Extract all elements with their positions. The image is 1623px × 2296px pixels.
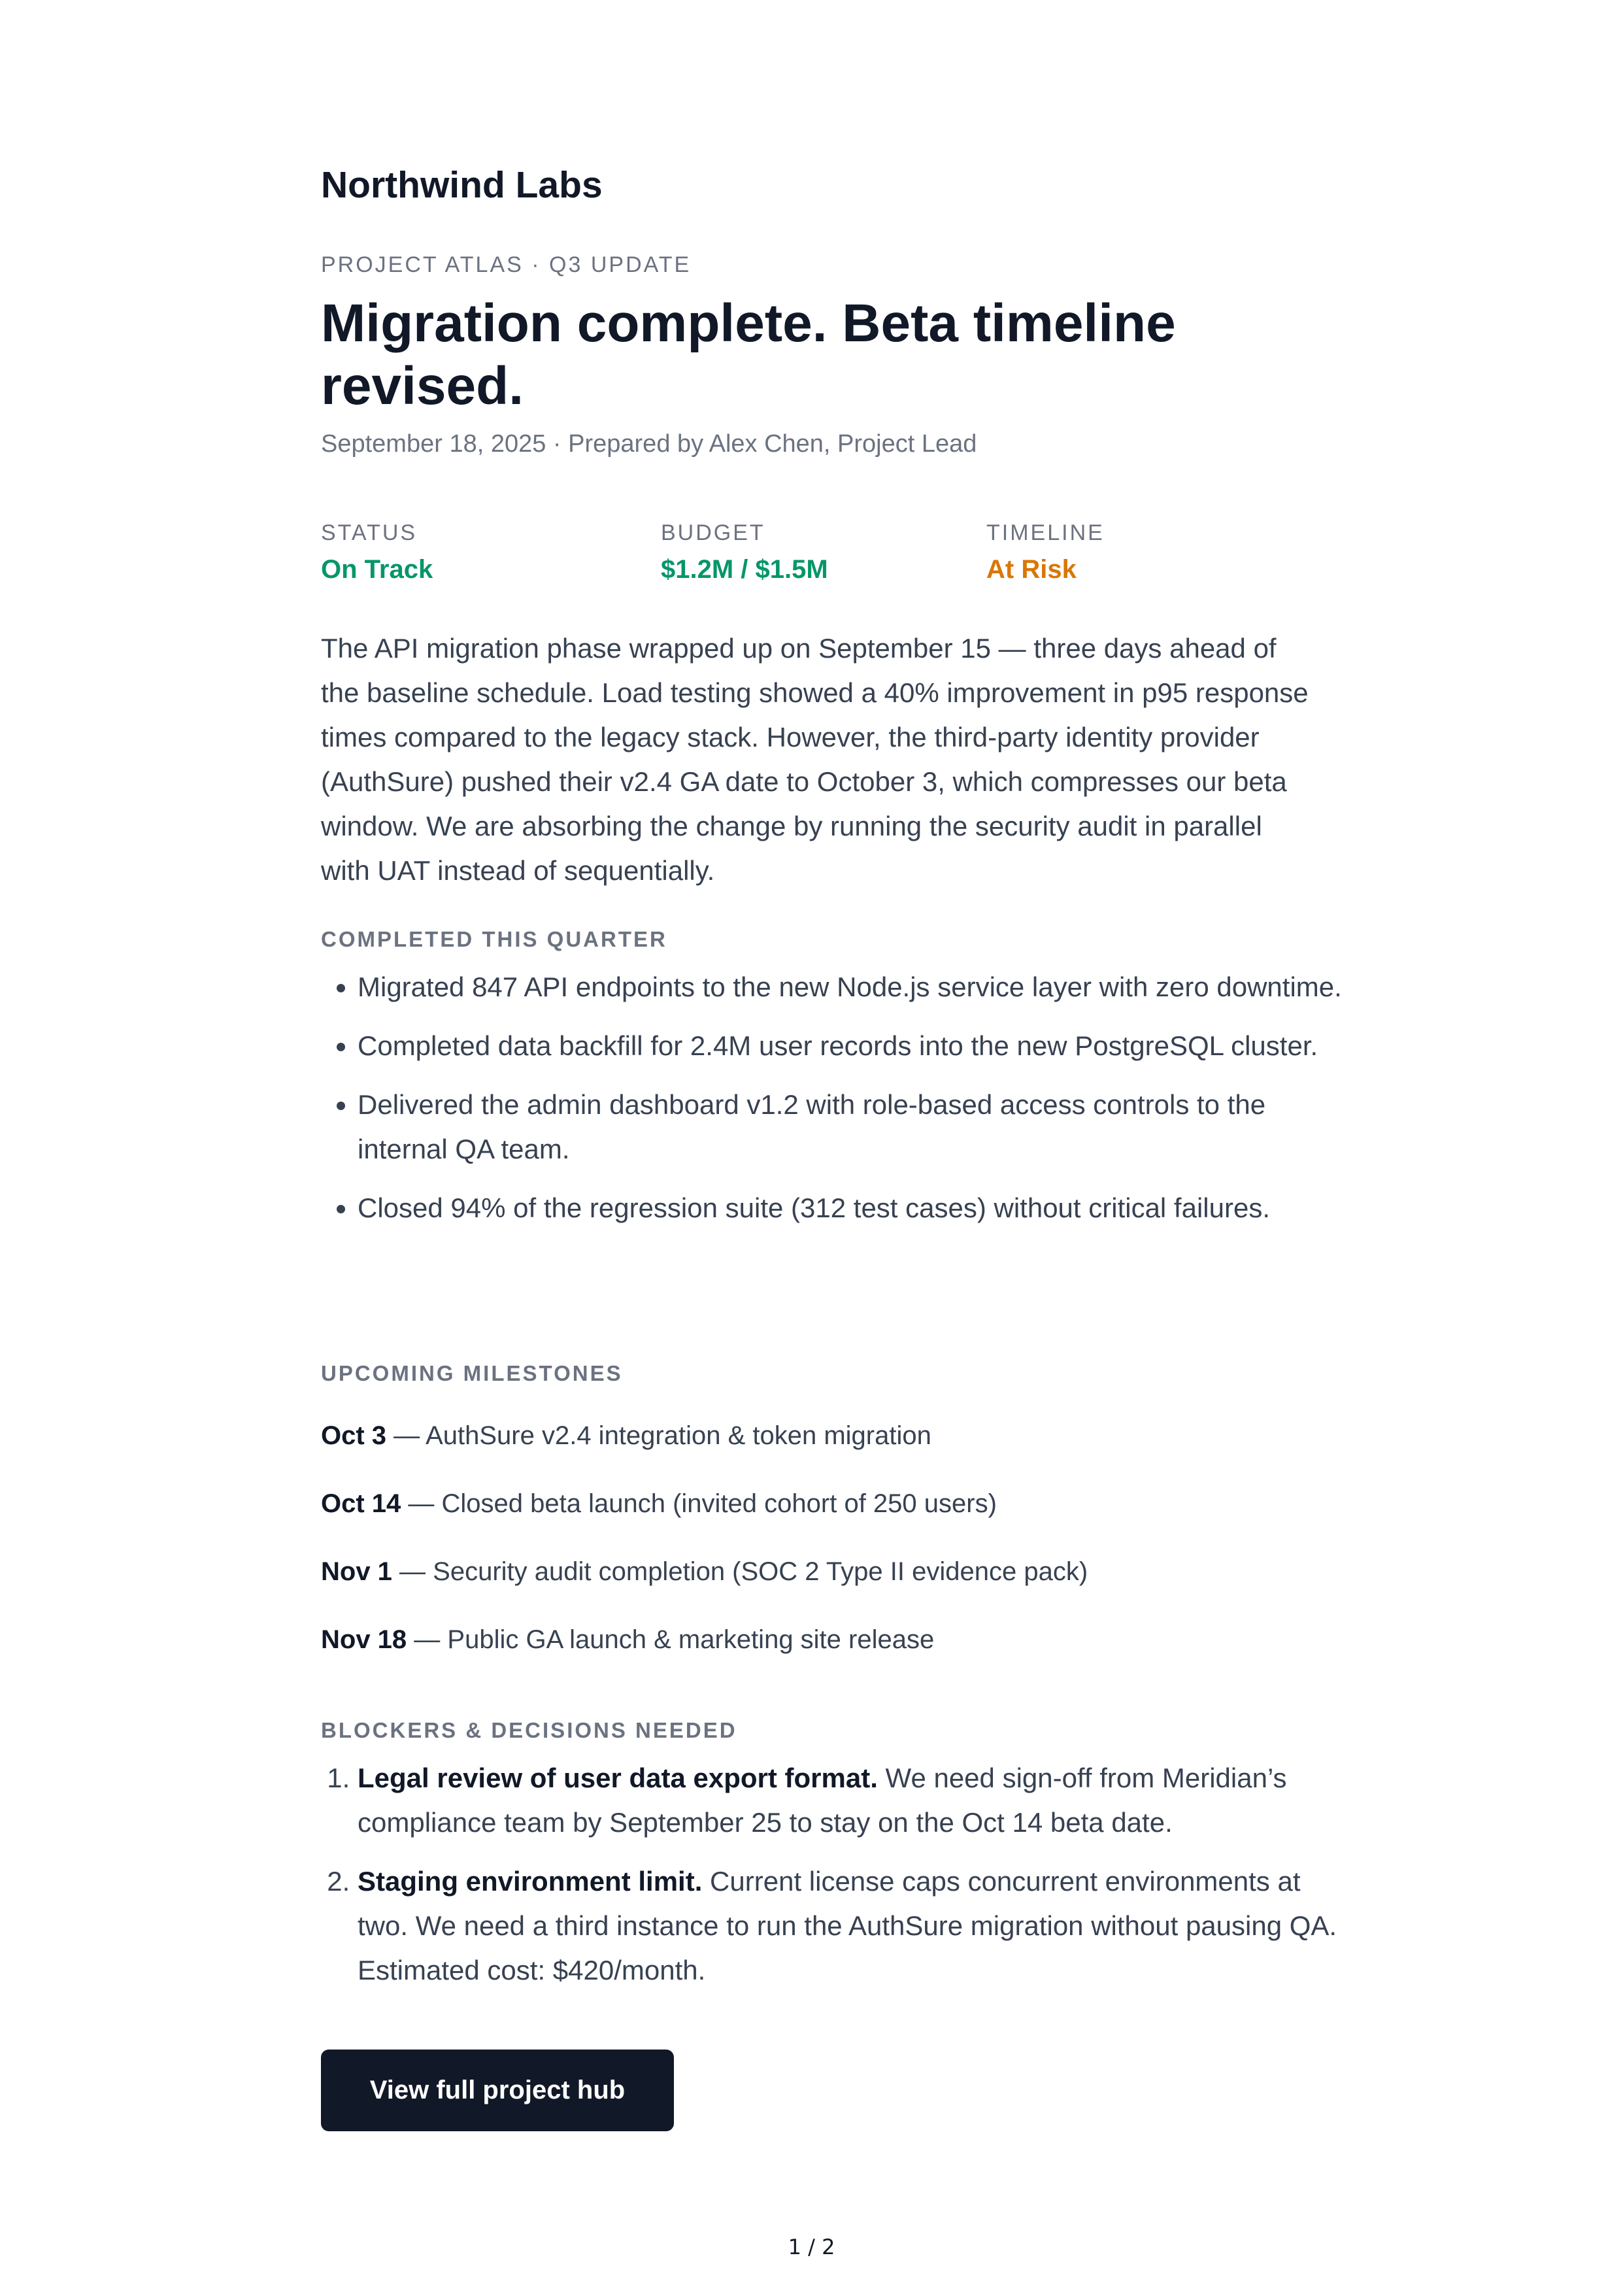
milestone-text: — Public GA launch & marketing site release: [407, 1625, 935, 1654]
page-number: 1 / 2: [788, 2235, 835, 2259]
report-meta: September 18, 2025 · Prepared by Alex Chen, Project Lead: [321, 430, 977, 458]
list-item: • Completed data backfill for 2.4M user records into the new PostgreSQL cluster.: [358, 1024, 1351, 1068]
eyebrow-label: PROJECT ATLAS · Q3 UPDATE: [321, 252, 692, 277]
blockers-heading: BLOCKERS & DECISIONS NEEDED: [321, 1718, 737, 1742]
blocker-title: Legal review of user data export format.: [358, 1763, 878, 1793]
stat-timeline: [986, 520, 1105, 585]
milestone-item: [321, 1624, 934, 1655]
stat-budget: [661, 520, 828, 585]
view-project-hub-button[interactable]: View full project hub: [321, 2050, 674, 2131]
milestones-heading: UPCOMING MILESTONES: [321, 1361, 623, 1385]
stat-budget-value: $1.2M / $1.5M: [661, 555, 828, 584]
milestone-date: Nov 1: [321, 1557, 392, 1586]
stat-status-value: On Track: [321, 555, 433, 584]
brand-name: Northwind Labs: [321, 164, 603, 206]
blocker-text: We need sign-off from Meridian’s compliance team by September 25 to stay on the Oct 14 beta date.: [358, 1763, 1287, 1838]
milestone-date: Oct 3: [321, 1421, 387, 1450]
milestone-text: — Closed beta launch (invited cohort of 250 users): [401, 1489, 997, 1518]
stat-timeline-value: At Risk: [986, 555, 1077, 584]
stat-status: [321, 520, 433, 585]
intro-paragraph: The API migration phase wrapped up on September 15 — three days ahead of the baseline schedule. Load testing showed a 40% improvement in p95 response times compared to the legacy stack. However, the third-party identity provider (AuthSure) pushed their v2.4 GA date to October 3, which compresses our beta window. We are absorbing the change by running the security audit in parallel with UAT instead of sequentially.: [321, 633, 1309, 886]
list-item: • Closed 94% of the regression suite (312 test cases) without critical failures.: [358, 1186, 1351, 1230]
milestone-text: — AuthSure v2.4 integration & token migration: [386, 1421, 931, 1450]
list-item: [358, 1756, 1351, 1845]
list-item: [358, 1859, 1351, 1993]
milestone-date: Nov 18: [321, 1625, 407, 1654]
completed-heading: COMPLETED THIS QUARTER: [321, 927, 667, 951]
milestone-item: [321, 1488, 997, 1519]
blocker-text: Current license caps concurrent environments at two. We need a third instance to run the AuthSure migration without pausing QA. Estimated cost: $420/month.: [358, 1866, 1337, 1985]
stat-status-label: STATUS: [321, 520, 418, 545]
milestone-item: [321, 1556, 1088, 1587]
completed-list: [321, 965, 1351, 1245]
stat-timeline-label: TIMELINE: [986, 520, 1105, 545]
blockers-list: [321, 1756, 1351, 2007]
stat-budget-label: BUDGET: [661, 520, 765, 545]
milestone-date: Oct 14: [321, 1489, 401, 1518]
page-title: Migration complete. Beta timeline revised.: [321, 294, 1176, 416]
milestone-text: — Security audit completion (SOC 2 Type II evidence pack): [392, 1557, 1088, 1586]
blocker-title: Staging environment limit.: [358, 1866, 703, 1897]
milestone-item: [321, 1420, 931, 1451]
list-item: • Delivered the admin dashboard v1.2 with role-based access controls to the internal QA team.: [358, 1083, 1351, 1172]
list-item: • Migrated 847 API endpoints to the new Node.js service layer with zero downtime.: [358, 965, 1351, 1009]
